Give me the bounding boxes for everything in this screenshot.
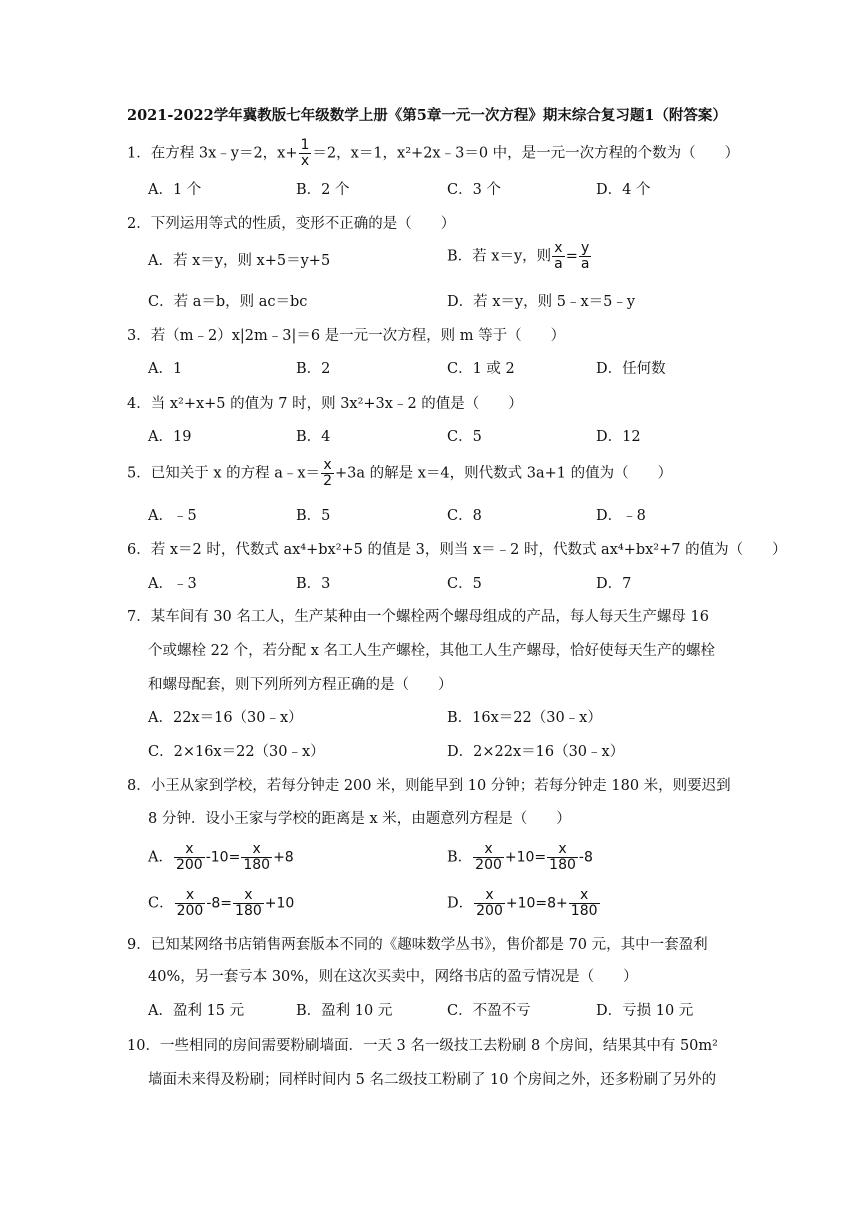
option-d: D．亏损 10 元 [596,1003,694,1019]
option-c: C．5 [447,429,482,445]
option-d: D．12 [596,429,641,445]
option-b: B．2 [296,361,331,377]
question-10-line-2: 墙面未来得及粉刷；同样时间内 5 名二级技工粉刷了 10 个房间之外，还多粉刷了另外的 [148,1072,717,1088]
question-6-stem: 6．若 x＝2 时，代数式 ax⁴+bx²+5 的值是 3，则当 x＝﹣2 时，代数式 ax⁴+bx²+7 的值为（ ） [127,542,787,558]
option-d: D．﹣8 [596,508,646,524]
question-1-text-part1: 1． [127,145,151,162]
question-3-stem: 3．若（m﹣2）x|2m﹣3|＝6 是一元一次方程，则 m 等于（ ） [127,328,566,344]
question-1-text: 在方程 3x﹣y＝2，x+ [150,145,298,162]
option-b: B．4 [296,429,331,445]
option-c: C．8 [447,508,482,524]
option-d: D．2×22x＝16（30﹣x） [447,744,625,760]
option-b: B．5 [296,508,331,524]
option-c: C．3 个 [447,182,501,198]
question-7-line-2: 个或螺栓 22 个，若分配 x 名工人生产螺栓，其他工人生产螺母，恰好使每天生产的螺栓 [148,643,716,659]
question-8-line-1: 8．小王从家到学校，若每分钟走 200 米，则能早到 10 分钟；若每分钟走 180 米，则要迟到 [127,778,731,794]
question-1-stem [127,138,739,169]
question-2-stem: 2．下列运用等式的性质，变形不正确的是（ ） [127,216,456,232]
question-10-line-1: 10．一些相同的房间需要粉刷墙面．一天 3 名一级技工去粉刷 8 个房间，结果其中有 50m² [127,1038,718,1054]
question-8-line-2: 8 分钟．设小王家与学校的距离是 x 米，由题意列方程是（ ） [148,811,571,827]
option-d: D．4 个 [596,182,651,198]
option-b: B．2 个 [296,182,350,198]
option-c: C．不盈不亏 [447,1003,531,1019]
option-a: A．﹣3 [148,576,197,592]
option-c: C．1 或 2 [447,361,515,377]
document-title: 2021-2022学年冀教版七年级数学上册《第5章一元一次方程》期末综合复习题1（附答案） [127,107,727,124]
fraction: $\frac{x}{2}$ [323,457,332,489]
option-c: C．5 [447,576,482,592]
option-a: A．1 [148,361,183,377]
option-c: C．若 a＝b，则 ac＝bc [148,294,308,310]
option-b: B．3 [296,576,331,592]
option-a: A．盈利 15 元 [148,1003,245,1019]
question-7-line-3: 和螺母配套，则下列所列方程正确的是（ ） [148,677,453,693]
question-7-line-1: 7．某车间有 30 名工人，生产某种由一个螺栓两个螺母组成的产品，每人每天生产螺母 16 [127,609,709,625]
option-d: D．任何数 [596,361,666,377]
option-a: A． $\frac{x}{200}$ -10= $\frac{x}{180}$ +8 [148,841,294,873]
fraction: $\frac{1}{x}$ [300,137,310,169]
option-c: C． $\frac{x}{200}$ -8= $\frac{x}{180}$ +10 [148,887,295,919]
question-1-text-part2: ＝2，x＝1，x²+2x﹣3＝0 中，是一元一次方程的个数为（ ） [312,145,740,162]
question-5-stem [127,458,672,489]
question-9-line-1: 9．已知某网络书店销售两套版本不同的《趣味数学丛书》，售价都是 70 元，其中一套盈利 [127,937,708,953]
question-5-text-part2: +3a 的解是 x＝4，则代数式 3a+1 的值为（ ） [334,465,673,482]
option-b: B． $\frac{x}{200}$ +10= $\frac{x}{180}$ -8 [447,841,593,873]
option-a: A．若 x＝y，则 x+5＝y+5 [148,253,331,269]
option-b: B．16x＝22（30﹣x） [447,710,602,726]
option-a: A．1 个 [148,182,202,198]
question-4-stem: 4．当 x²+x+5 的值为 7 时，则 3x²+3x﹣2 的值是（ ） [127,396,523,412]
option-a: A．22x＝16（30﹣x） [148,710,303,726]
option-a: A．19 [148,429,192,445]
option-b: B．若 x＝y，则 $\frac{x}{a}$ = $\frac{y}{a}$ [447,240,590,272]
option-d: D．7 [596,576,632,592]
option-a: A．﹣5 [148,508,197,524]
question-9-line-2: 40%，另一套亏本 30%，则在这次买卖中，网络书店的盈亏情况是（ ） [148,969,638,985]
option-d: D．若 x＝y，则 5﹣x＝5﹣y [447,294,636,310]
option-b: B．盈利 10 元 [296,1003,393,1019]
question-5-text-part1: 5．已知关于 x 的方程 a﹣x＝ [127,465,321,482]
option-d: D． $\frac{x}{200}$ +10=8+ $\frac{x}{180}$ [447,887,598,919]
option-c: C．2×16x＝22（30﹣x） [148,744,325,760]
